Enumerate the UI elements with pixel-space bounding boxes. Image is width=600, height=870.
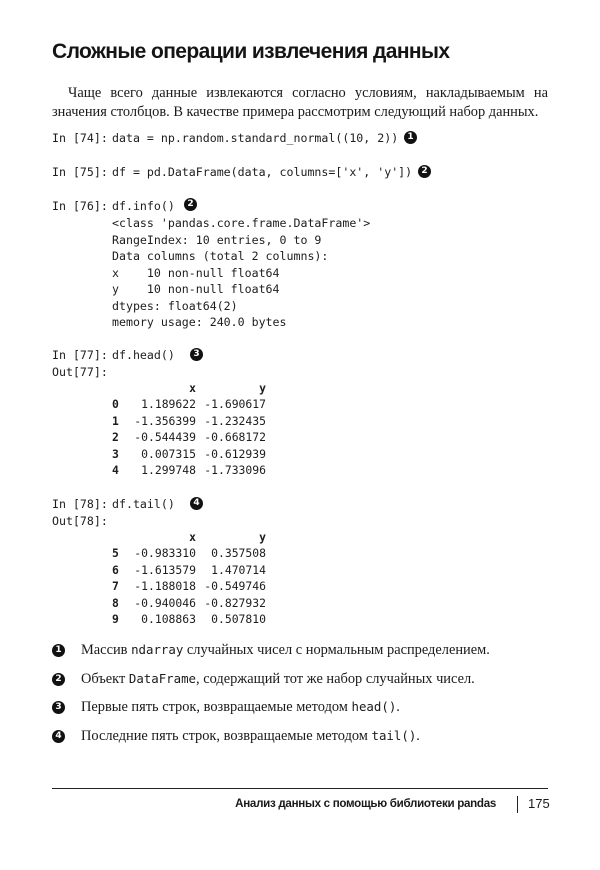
prompt-in-78: In [78]:: [52, 497, 108, 511]
cell-y: -0.612939: [204, 446, 266, 461]
prompt-in-76: In [76]:: [52, 199, 108, 213]
cell-y: 0.357508: [211, 546, 266, 561]
cell-x: -1.613579: [134, 562, 196, 577]
inline-code: ndarray: [131, 642, 184, 657]
note-text: Массив ndarray случайных чисел с нормальным распределением.: [81, 642, 490, 658]
table-row: [112, 611, 266, 627]
index-header: [112, 529, 134, 545]
info-output-line: y 10 non-null float64: [112, 282, 280, 296]
row-index: 1: [112, 413, 119, 428]
inline-code: head(): [351, 699, 397, 714]
callout-marker-2: 2: [418, 165, 431, 178]
cell-x: -1.356399: [134, 413, 196, 428]
code-line-77: df.head(): [112, 348, 175, 362]
note-text: Первые пять строк, возвращаемые методом head().: [81, 699, 400, 715]
table-header-row: [112, 380, 266, 396]
inline-code: tail(): [371, 727, 417, 743]
row-index: 0: [112, 397, 119, 412]
prompt-in-74: In [74]:: [52, 131, 108, 145]
cell-y: -0.549746: [204, 579, 266, 594]
cell-x: -0.940046: [134, 595, 196, 610]
footer-rule: [52, 788, 548, 789]
note-item: [52, 726, 552, 755]
prompt-out-77: Out[77]:: [52, 365, 108, 379]
callout-marker-4: 4: [190, 497, 203, 510]
table-row: [112, 462, 266, 478]
table-row: [112, 578, 266, 594]
note-text: Объект DataFrame, содержащий тот же набор случайных чисел.: [81, 670, 475, 687]
row-index: 3: [112, 446, 119, 461]
info-output-line: RangeIndex: 10 entries, 0 to 9: [112, 232, 322, 247]
note-item: [52, 697, 552, 726]
info-output-line: x 10 non-null float64: [112, 265, 280, 280]
code-line-78: df.tail(): [112, 497, 175, 511]
cell-x: 0.007315: [141, 446, 196, 461]
cell-x: 1.189622: [141, 397, 196, 412]
cell-y: -1.733096: [204, 463, 266, 478]
column-header-y: y: [259, 381, 266, 395]
inline-code: DataFrame: [128, 670, 197, 686]
index-header: [112, 380, 134, 396]
prompt-in-75: In [75]:: [52, 165, 108, 179]
code-line-75: df = pd.DataFrame(data, columns=['x', 'y']): [112, 165, 413, 179]
column-header-y: y: [259, 530, 266, 544]
callout-marker-1: 1: [404, 131, 417, 144]
table-row: [112, 396, 266, 412]
row-index: 7: [112, 579, 119, 594]
info-output-line: memory usage: 240.0 bytes: [112, 315, 287, 329]
code-line-76: df.info(): [112, 199, 175, 213]
note-marker-2: 2: [52, 673, 65, 686]
note-item: [52, 640, 552, 669]
cell-y: -0.827932: [204, 595, 266, 610]
page-number: 175: [528, 796, 550, 811]
table-row: [112, 446, 266, 462]
row-index: 5: [112, 546, 119, 561]
cell-x: -0.544439: [134, 430, 196, 445]
dataframe-head-table: [112, 380, 266, 478]
table-row: [112, 562, 266, 578]
info-output-line: <class 'pandas.core.frame.DataFrame'>: [112, 216, 371, 230]
cell-y: -1.232435: [204, 413, 266, 428]
intro-paragraph: Чаще всего данные извлекаются согласно условиям, накладываемым на значения столбцов. В качестве примера рассмотрим следующий набор данных.: [52, 85, 548, 120]
row-index: 8: [112, 595, 119, 610]
note-marker-4: 4: [52, 730, 65, 743]
running-footer-title: Анализ данных с помощью библиотеки pandas: [235, 797, 496, 810]
cell-y: -0.668172: [204, 430, 266, 445]
prompt-out-78: Out[78]:: [52, 514, 108, 528]
note-text: Последние пять строк, возвращаемые методом tail().: [81, 727, 420, 744]
callout-marker-2b: 2: [184, 198, 197, 211]
callout-marker-3: 3: [190, 348, 203, 361]
callout-notes: [52, 640, 552, 754]
cell-x: 0.108863: [141, 612, 196, 627]
table-row: [112, 429, 266, 445]
cell-x: -1.188018: [134, 579, 196, 594]
note-marker-3: 3: [52, 701, 65, 714]
note-marker-1: 1: [52, 644, 65, 657]
table-row: [112, 545, 266, 561]
cell-x: -0.983310: [134, 546, 196, 561]
row-index: 9: [112, 612, 119, 627]
dataframe-tail-table: [112, 529, 266, 627]
info-output-line: dtypes: float64(2): [112, 298, 238, 313]
row-index: 6: [112, 562, 119, 577]
prompt-in-77: In [77]:: [52, 348, 108, 362]
cell-y: -1.690617: [204, 397, 266, 412]
footer-separator: [517, 796, 518, 813]
table-header-row: [112, 529, 266, 545]
column-header-x: x: [189, 530, 196, 544]
cell-y: 0.507810: [211, 612, 266, 627]
note-item: [52, 669, 552, 698]
code-line-74: data = np.random.standard_normal((10, 2)): [112, 131, 399, 145]
row-index: 2: [112, 430, 119, 445]
cell-x: 1.299748: [141, 463, 196, 478]
row-index: 4: [112, 463, 119, 478]
section-title: Сложные операции извлечения данных: [52, 40, 450, 63]
info-output-line: Data columns (total 2 columns):: [112, 249, 329, 263]
table-row: [112, 413, 266, 429]
column-header-x: x: [189, 381, 196, 395]
cell-y: 1.470714: [211, 562, 266, 577]
table-row: [112, 595, 266, 611]
